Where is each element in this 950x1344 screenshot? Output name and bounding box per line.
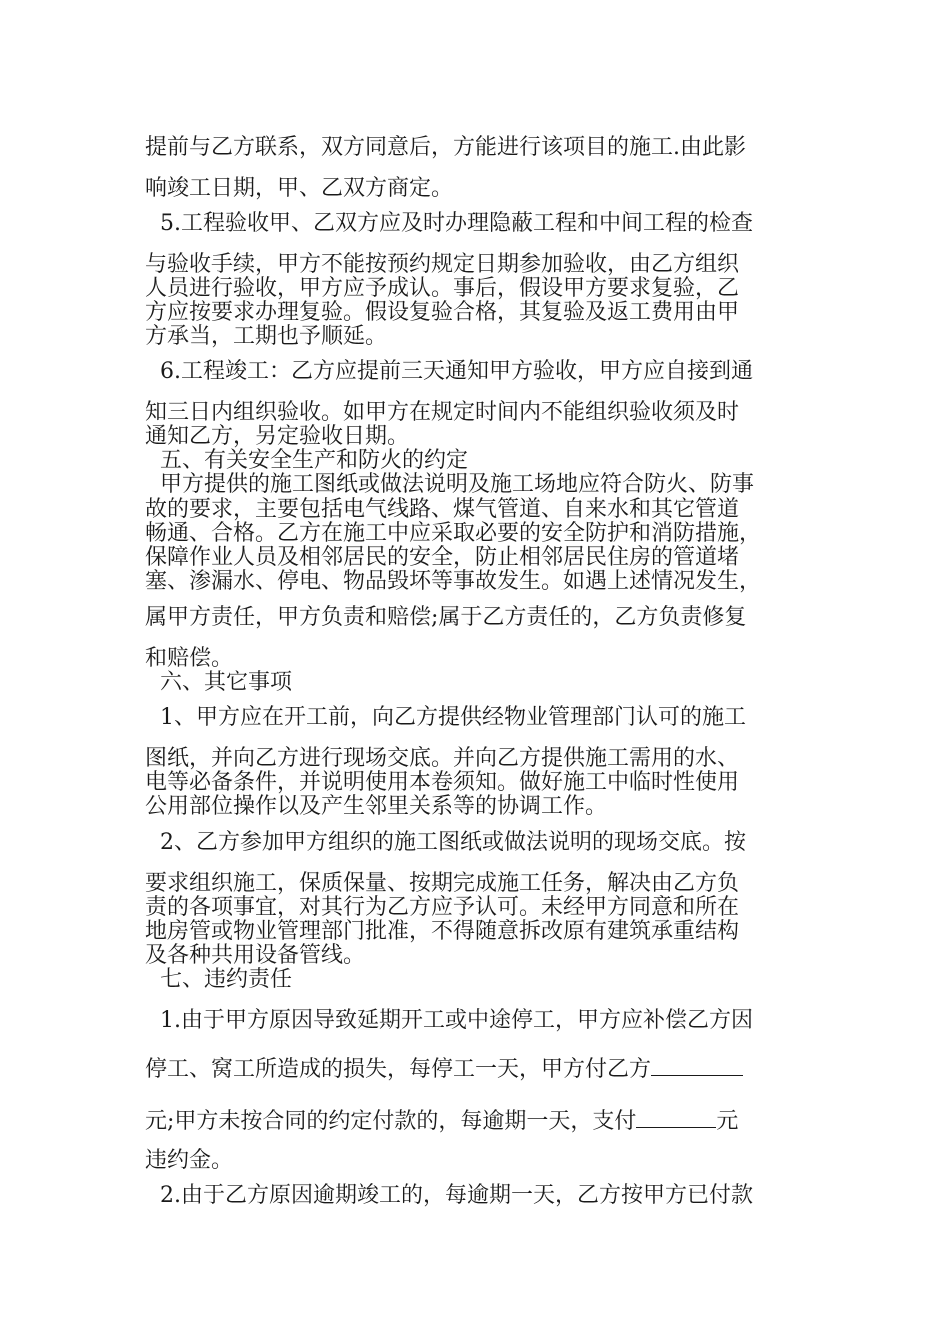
text-segment: 元;甲方未按合同的约定付款的，每逾期一天，支付 [145,1109,637,1134]
text-line: 6.工程竣工：乙方应提前三天通知甲方验收，甲方应自接到通 [160,359,753,384]
text-line: 塞、渗漏水、停电、物品毁坏等事故发生。如遇上述情况发生， [145,569,762,594]
text-line: 公用部位操作以及产生邻里关系等的协调工作。 [145,794,608,819]
fill-in-blank[interactable] [636,1107,716,1128]
text-line: 图纸，并向乙方进行现场交底。并向乙方提供施工需用的水、 [145,746,740,771]
text-segment: 停工、窝工所造成的损失，每停工一天，甲方付乙方 [145,1057,652,1082]
text-line: 2、乙方参加甲方组织的施工图纸或做法说明的现场交底。按 [160,830,746,855]
text-line: 通知乙方，另定验收日期。 [145,424,410,449]
section-heading: 六、其它事项 [160,670,293,695]
fill-in-blank[interactable] [651,1055,743,1076]
text-line: 2.由于乙方原因逾期竣工的，每逾期一天，乙方按甲方已付款 [160,1183,753,1208]
text-line: 及各种共用设备管线。 [145,943,366,968]
text-line: 人员进行验收，甲方应予成认。事后，假设甲方要求复验，乙 [145,276,740,301]
text-line: 1、甲方应在开工前，向乙方提供经物业管理部门认可的施工 [160,705,746,730]
text-line: 属甲方责任，甲方负责和赔偿;属于乙方责任的，乙方负责修复 [145,605,747,630]
text-line: 5.工程验收甲、乙双方应及时办理隐蔽工程和中间工程的检查 [160,211,753,236]
text-line: 要求组织施工，保质保量、按期完成施工任务，解决由乙方负 [145,871,740,896]
section-heading: 五、有关安全生产和防火的约定 [160,448,469,473]
text-line: 甲方提供的施工图纸或做法说明及施工场地应符合防火、防事 [160,472,755,497]
section-heading: 七、违约责任 [160,967,293,992]
text-line: 畅通、合格。乙方在施工中应采取必要的安全防护和消防措施， [145,521,762,546]
text-line: 1.由于甲方原因导致延期开工或中途停工，甲方应补偿乙方因 [160,1008,753,1033]
text-line: 提前与乙方联系，双方同意后，方能进行该项目的施工.由此影 [145,135,746,160]
text-line: 故的要求，主要包括电气线路、煤气管道、自来水和其它管道 [145,497,740,522]
text-line: 方应按要求办理复验。假设复验合格，其复验及返工费用由甲 [145,300,740,325]
text-line: 保障作业人员及相邻居民的安全，防止相邻居民住房的管道堵 [145,545,740,570]
text-line: 和赔偿。 [145,646,234,671]
text-line: 知三日内组织验收。如甲方在规定时间内不能组织验收须及时 [145,400,740,425]
text-line: 电等必备条件，并说明使用本卷须知。做好施工中临时性使用 [145,770,740,795]
text-line: 响竣工日期，甲、乙双方商定。 [145,176,454,201]
text-line: 责的各项事宜，对其行为乙方应予认可。未经甲方同意和所在 [145,895,740,920]
text-line: 地房管或物业管理部门批准，不得随意拆改原有建筑承重结构 [145,919,740,944]
text-line-with-blank [145,1107,815,1135]
text-line-with-blank [145,1055,815,1083]
text-line: 与验收手续，甲方不能按预约规定日期参加验收，由乙方组织 [145,252,740,277]
text-segment: 元 [716,1109,739,1134]
text-line: 方承当，工期也予顺延。 [145,324,388,349]
text-line: 违约金。 [145,1148,234,1173]
